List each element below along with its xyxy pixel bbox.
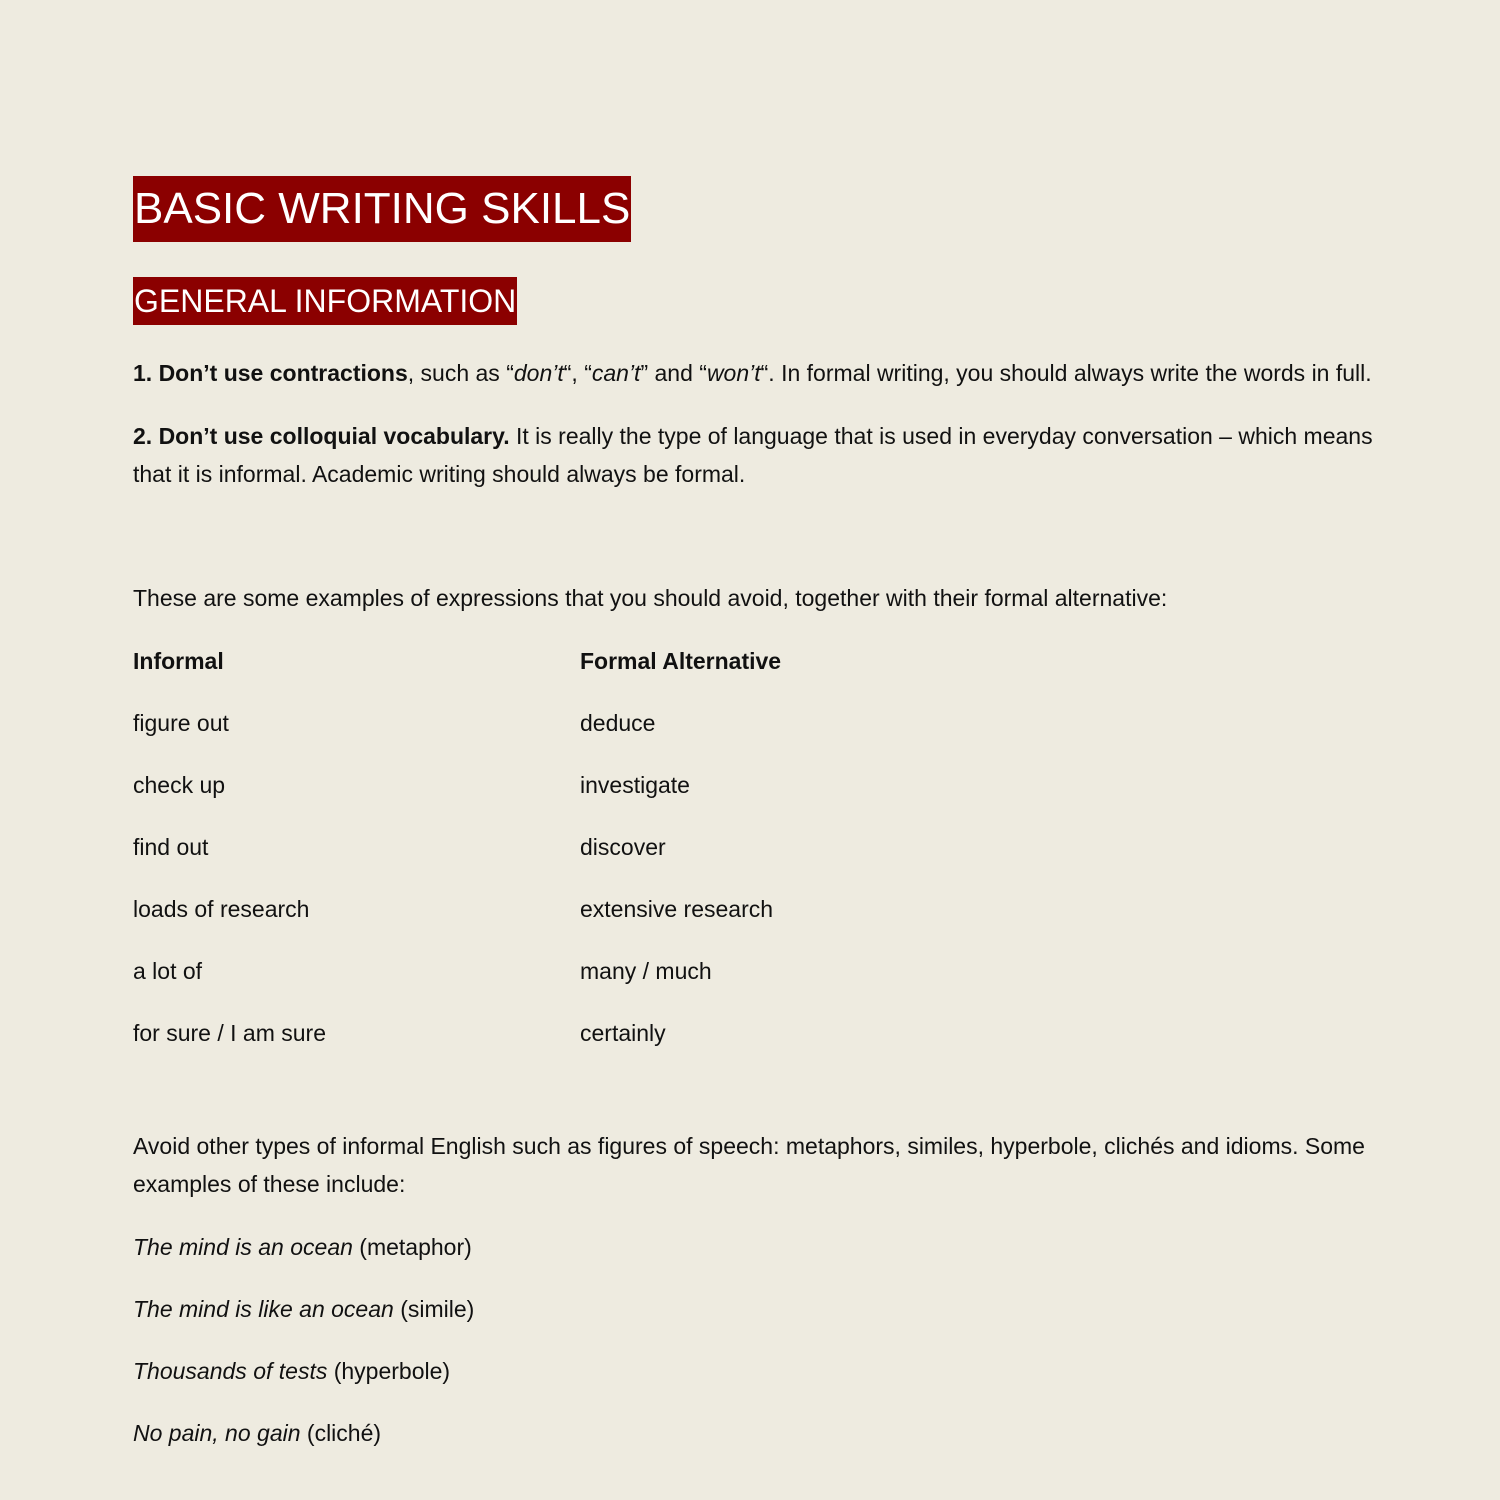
example-word: won’t — [706, 360, 761, 386]
rule-text: “, “ — [563, 360, 592, 386]
informal-cell: loads of research — [133, 896, 310, 922]
header-informal: Informal — [133, 648, 224, 674]
informal-cell: figure out — [133, 710, 229, 736]
example-phrase: Thousands of tests — [133, 1358, 328, 1384]
informal-cell: find out — [133, 834, 209, 860]
document-page — [133, 176, 1373, 1476]
informal-cell: for sure / I am sure — [133, 1020, 327, 1046]
example-kind: (cliché) — [300, 1420, 382, 1446]
list-item — [133, 1414, 1373, 1476]
table-row — [133, 828, 1373, 890]
header-formal: Formal Alternative — [580, 648, 782, 674]
list-item — [133, 1352, 1373, 1414]
example-kind: (simile) — [393, 1296, 475, 1322]
rule-text: It is really the type of language that is used in everyday conversation – which means that it is informal. Academic writing should always be formal. — [133, 423, 1373, 487]
rule-colloquial — [133, 417, 1373, 493]
rule-contractions — [133, 354, 1373, 392]
informal-cell: check up — [133, 772, 226, 798]
rule-contractions-heading: 1. Don’t use contractions — [133, 360, 408, 386]
table-row — [133, 704, 1373, 766]
example-kind: (metaphor) — [352, 1234, 472, 1260]
table-header — [133, 642, 1373, 704]
figures-intro: Avoid other types of informal English such as figures of speech: metaphors, similes, hyperbole, clichés and idioms. Some examples of these include: — [133, 1133, 1365, 1197]
table-row — [133, 890, 1373, 952]
formal-cell: certainly — [580, 1020, 666, 1046]
list-item — [133, 1228, 1373, 1290]
formal-cell: discover — [580, 834, 666, 860]
rule-text: ” and “ — [640, 360, 707, 386]
example-phrase: No pain, no gain — [133, 1420, 301, 1446]
examples-intro: These are some examples of expressions that you should avoid, together with their formal alternative: — [133, 585, 1168, 611]
example-word: can’t — [591, 360, 641, 386]
example-kind: (hyperbole) — [327, 1358, 451, 1384]
table-row — [133, 952, 1373, 1014]
example-phrase: The mind is like an ocean — [133, 1296, 394, 1322]
expressions-table — [133, 642, 1373, 1076]
example-word: don’t — [513, 360, 564, 386]
rule-colloquial-heading: 2. Don’t use colloquial vocabulary. — [133, 423, 510, 449]
formal-cell: extensive research — [580, 896, 774, 922]
formal-cell: many / much — [580, 958, 712, 984]
example-phrase: The mind is an ocean — [133, 1234, 353, 1260]
rule-text: , such as “ — [407, 360, 514, 386]
formal-cell: investigate — [580, 772, 690, 798]
section-heading: GENERAL INFORMATION — [133, 277, 517, 325]
figures-list — [133, 1228, 1373, 1476]
informal-cell: a lot of — [133, 958, 203, 984]
rule-text: “. In formal writing, you should always write the words in full. — [760, 360, 1372, 386]
document-title: BASIC WRITING SKILLS — [133, 176, 631, 242]
table-row — [133, 766, 1373, 828]
table-row — [133, 1014, 1373, 1076]
list-item — [133, 1290, 1373, 1352]
formal-cell: deduce — [580, 710, 656, 736]
